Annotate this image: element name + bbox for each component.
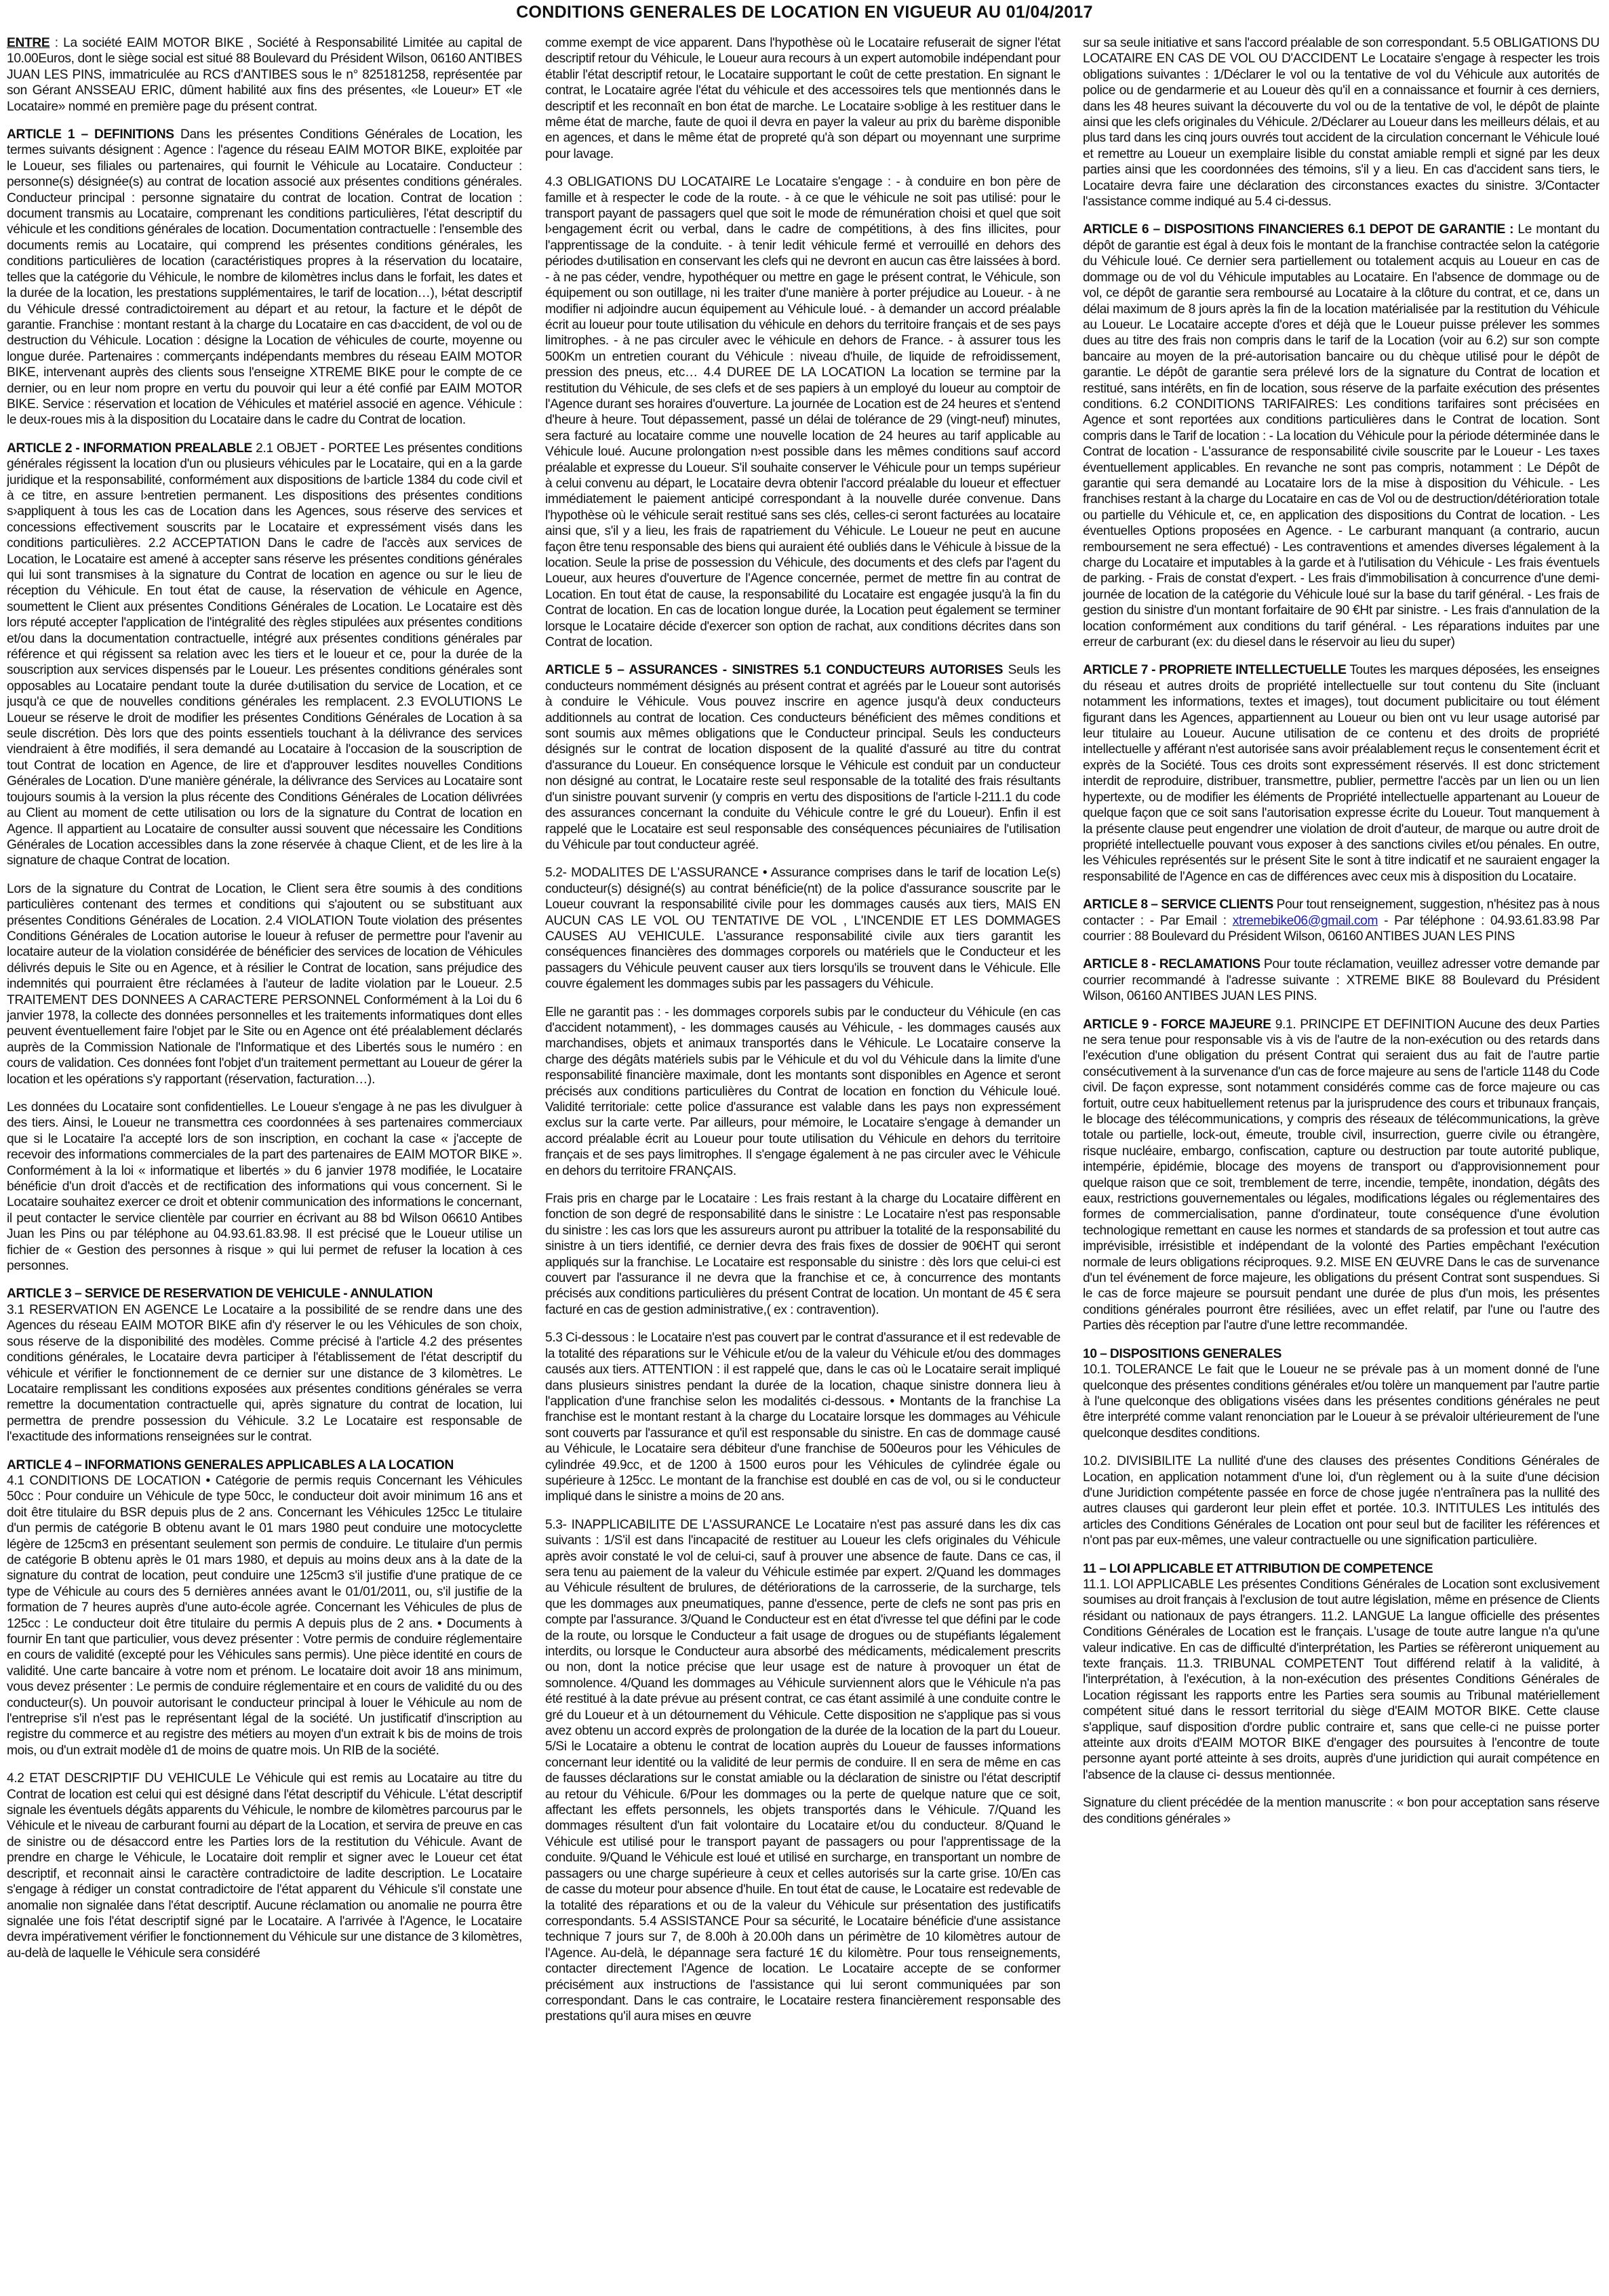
article-10-heading: 10 – DISPOSITIONS GENERALES [1083, 1346, 1282, 1361]
article-9-text: 9.1. PRINCIPE ET DEFINITION Aucune des deux Parties ne sera tenue pour responsable vis à vis de l'autre de la non-exécution ou des retards dans l'exécution d'une obligation du présent Contrat qui seraient dus au fait de l'autre partie consécutivement à la survenance d'un cas de force majeure au sens de l'article 1148 du Code civil. De façon expresse, sont notamment considérés comme cas de force majeure ou cas fortuit, outre ceux habituellement retenus par la jurisprudence des cours et tribunaux français, le blocage des télécommunications, y compris des réseaux de télécommunications, la grève totale ou partielle, lock-out, émeute, trouble civil, insurrection, guerre civile ou étrangère, risque nucléaire, embargo, confiscation, capture ou destruction par toute autorité publique, intempérie, épidémie, blocage des moyens de transport ou d'approvisionnement pour quelque raison que ce soit, tremblement de terre, incendie, tempête, inondation, dégâts des eaux, restrictions gouvernementales ou légales, modifications légales ou réglementaires des formes de commercialisation, panne d'ordinateur, toute conséquence d'une évolution technologique remettant en cause les normes et standards de sa profession et tout autre cas imprévisible, irrésistible et indépendant de la volonté des Parties empêchant l'exécution normale de leurs obligations réciproques. 9.2. MISE EN ŒUVRE Dans le cas de survenance d'un tel événement de force majeure, les obligations du présent Contrat sont suspendues. Si le cas de force majeure se poursuit pendant une durée de plus d'un mois, les présentes conditions générales pourront être résiliées, avec un effet relatif, par l'une ou l'autre des Parties dès réception par l'autre d'une lettre recommandée. [1083, 1017, 1600, 1333]
article-7-text: Toutes les marques déposées, les enseignes du réseau et autres droits de propriété intellectuelle sur tout contenu du Site (incluant notamment les informations, textes et images), tout document publicitaire ou tout élément figurant dans les Agences, appartiennent au Loueur ou bien ont vu leur usage autorisé par leur titulaire au Loueur. Aucune utilisation de ce contenu et des droits de propriété intellectuelle y afférant n'est autorisée sans avoir préalablement reçus le consentement écrit et exprès de la Société. Tous ces droits sont expressément réservés. Il est donc strictement interdit de reproduire, distribuer, transmettre, publier, permettre l'accès par un lien ou un lien hypertexte, ou de modifier les éléments de Propriété intellectuelle appartenant au Loueur de quelque façon que ce soit sans l'autorisation expresse écrite du Loueur. Tout manquement à la présente clause peut engendrer une violation de droit d'auteur, de marque ou autre droit de propriété intellectuelle pouvant vous exposer à des sanctions civiles et/ou pénales. En outre, les Véhicules représentés sur le présent Site le sont à titre indicatif et ne sauraient engager la responsabilité de l'Agence en cas de différences avec ceux mis à disposition du Locataire. [1083, 663, 1600, 884]
paragraph-entre [7, 35, 522, 115]
article-8 [1083, 897, 1600, 944]
paragraph-frais: Frais pris en charge par le Locataire : Les frais restant à la charge du Locataire diffèrent en fonction de son degré de responsabilité dans le sinistre : Le Locataire n'est pas responsable du sinistre : les cas lors que les assureurs auront pu attribuer la totalité de la responsabilité du sinistre à un tiers identifié, ce dernier devra des frais fixes de dossier de 90€HT qui seront appliqués sur la franchise. Le Locataire est responsable du sinistre : dès lors que celui-ci est couvert par l'assurance il ne devra que la franchise et ce, à concurrence des montants précisés aux conditions particulières du présent Contrat de location. Un montant de 45 € sera facturé en cas de gestion administrative,( ex : contravention). [545, 1192, 1060, 1317]
paragraph-inapplicabilite: 5.3- INAPPLICABILITE DE L'ASSURANCE Le Locataire n'est pas assuré dans les dix cas suivants : 1/S'il est dans l'incapacité de restituer au Loueur les clefs originales du Véhicule après avoir constaté le vol de celui-ci, sauf à prouver une absence de faute. Dans ce cas, il sera tenu au paiement de la valeur du Véhicule estimée par expert. 2/Quand les dommages au Véhicule résultent de brulures, de détériorations de la carrosserie, de la surcharge, tels que les dommages aux pneumatiques, panne d'essence, perte de clefs ne sont pas pris en compte par l'assurance. 3/Quand le Conducteur est en état d'ivresse tel que défini par le code de la route, ou lorsque le Conducteur a fait usage de drogues ou de stupéfiants légalement interdits, ou lorsque le Conducteur aura absorbé des médicaments, médicalement prescrits ou non, dont la notice précise que leur usage est de nature à provoquer un état de somnolence. 4/Quand les dommages au Véhicule surviennent alors que le Véhicule n'a pas été restitué à la date prévue au présent contrat, ce cas étant assimilé à une conduite contre le gré du Loueur et à un détournement du Véhicule. Cette disposition ne s'applique pas si vous avez obtenu un accord exprès de prolongation de la durée de la location de la part du Loueur. 5/Si le Locataire a obtenu le contrat de location auprès du Loueur de fausses informations concernant leur identité ou la validité de leur permis de conduire. Il en sera de même en cas de fausses déclarations sur le constat amiable ou la déclaration de sinistre ou l'état descriptif au retour du Véhicule. 6/Pour les dommages ou la perte de quelque nature que ce soit, affectant les effets personnels, les objets transportés dans le Véhicule. 7/Quand les dommages résultent d'un fait volontaire du Locataire et/ou du conducteur. 8/Quand le Véhicule est utilisé pour le transport payant de passagers ou pour l'apprentissage de la conduite. 9/Quand le Véhicule est loué et utilisé en surcharge, en transportant un nombre de passagers ou une charge supérieure à ceux et celles autorisés sur la carte grise. 10/En cas de casse du moteur pour absence d'huile. En tout état de cause, le Locataire est redevable de la totalité des réparations et ou de la valeur du Véhicule sur présentation des justificatifs correspondants. 5.4 ASSISTANCE Pour sa sécurité, le Locataire bénéficie d'une assistance technique 7 jours sur 7, de 8.00h à 20.00h dans un périmètre de 10 kilomètres autour de l'Agence. Au-delà, le dépannage sera facturé 1€ du kilomètre. Pour tous renseignements, contacter directement l'Agence de location. Le Locataire accepte de se conformer précisément aux instructions de l'assistance qui lui seront communiquées par son correspondant. Dans le cas contraire, le Locataire restera financièrement responsable des prestations qu'il aura mises en œuvre [545, 1517, 1060, 2024]
article-2-heading: ARTICLE 2 - INFORMATION PREALABLE [7, 441, 252, 456]
paragraph-modalites-assurance [545, 865, 1060, 992]
paragraph-continuation: comme exempt de vice apparent. Dans l'hypothèse où le Locataire refuserait de signer l'état descriptif retour du Véhicule, le Loueur aura recours à un expert automobile indépendant pour établir l'état descriptif retour, le Locataire supportant le coût de cette prestation. En signant le contrat, le Locataire agrée l'état du véhicule et des accessoires tels que mentionnés dans le descriptif et les reconnaît en bon état de marche. Le Locataire s›oblige à les restituer dans le même état de marche, faute de quoi il devra en payer la valeur au prix du barème disponible en agences, et dans le même état de propreté qu'à son départ ou moyennant une surprime pour lavage. [545, 36, 1060, 161]
paragraph-etat-descriptif: 4.2 ETAT DESCRIPTIF DU VEHICULE Le Véhicule qui est remis au Locataire au titre du Contrat de location est celui qui est désigné dans l'état descriptif du Véhicule. L'état descriptif signale les éventuels dégâts apparents du Véhicule, le nombre de kilomètres parcourus par le Véhicule et le niveau de carburant fourni au départ de la Location, et servira de preuve en cas de sinistre ou de désaccord entre les Parties lors de la restitution du Véhicule. Avant de prendre en charge le Véhicule, le Locataire doit remplir et signer avec le Loueur cet état descriptif, et reconnait ainsi le caractère contradictoire de ladite description. Le Locataire s'engage à rédiger un constat contradictoire de l'état apparent du Véhicule s'il constate une anomalie non signalée dans l'état descriptif. Aucune réclamation ou anomalie ne pourra être signalée une fois l'état descriptif signé par le Locataire. A l'arrivée à l'Agence, le Locataire devra impérativement vérifier le fonctionnement du Véhicule sur une distance de 3 kilomètres, au-delà de laquelle le Véhicule sera considéré [7, 1771, 522, 1960]
article-8b-heading: ARTICLE 8 - RECLAMATIONS [1083, 957, 1260, 972]
modalites-text-a: 5.2- MODALITES DE L'ASSURANCE • Assurance comprises dans le tarif de location Le(s) conducteur(s) désigné(s) au contrat bénéficie(nt) de la police d'assurance souscrite par le Loueur couvrant la responsabilité civile pour les dommages causés aux tiers, [545, 866, 1060, 912]
paragraph-donnees: Les données du Locataire sont confidentielles. Le Loueur s'engage à ne pas les divulguer à des tiers. Ainsi, le Loueur ne transmettra ces coordonnées à ses partenaires commerciaux que si le Locataire l'a accepté lors de son inscription, en cochant la case « j'accepte de recevoir des informations commerciales de la part des partenaires de EAIM MOTOR BIKE ». Conformément à la loi « informatique et libertés » du 6 janvier 1978 modifiée, le Locataire bénéficie d'un droit d'accès et de rectification des informations qui vous concernent. Si le Locataire souhaitez exercer ce droit et obtenir communication des informations le concernant, il peut contacter le service clientèle par courrier en écrivant au 88 bd Wilson 06610 Antibes Juan les Pins ou par téléphone au 04.93.61.83.98. Il est précisé que le Loueur utilise un fichier de « Gestion des personnes à risque » qui lui permet de refuser la location à ces personnes. [7, 1100, 522, 1274]
document-title: CONDITIONS GENERALES DE LOCATION EN VIGUEUR AU 01/04/2017 [516, 3, 1093, 22]
article-7 [1083, 662, 1600, 885]
article-8-text-pre: Pour tout renseignement, suggestion, n'hésitez pas à nous contacter : - Par Email : [1083, 898, 1600, 928]
column-2 [545, 35, 1060, 2293]
modalites-text-b: . L'assurance responsabilité civile aux tiers garantit les conséquences financières des dommages corporels ou matériels que le Conducteur et les passagers du Véhicule peuvent causer aux tiers lorsqu'ils se trouvent dans le Véhicule. Elle couvre également les dommages subis par les passagers du Véhicule. [545, 929, 1060, 992]
article-10-1: 10.1. TOLERANCE Le fait que le Loueur ne se prévale pas à un moment donné de l'une quelconque des présentes conditions générales et/ou tolère un manquement par l'autre partie à l'une quelconque des obligations visées dans les présentes conditions générales ne peut être interprété comme valant renonciation par le Loueur à se prévaloir ultérieurement de l'une quelconque desdites conditions. [1083, 1363, 1600, 1441]
email-link[interactable]: xtremebike06@gmail.com [1232, 913, 1378, 928]
entre-heading: ENTRE [7, 36, 50, 50]
article-9 [1083, 1017, 1600, 1334]
column-1 [7, 35, 522, 2293]
signature-note: Signature du client précédée de la mention manuscrite : « bon pour acceptation sans réserve des conditions générales » [1083, 1796, 1600, 1826]
article-8-heading: ARTICLE 8 – SERVICE CLIENTS [1083, 898, 1274, 912]
article-1-heading: ARTICLE 1 – DEFINITIONS [7, 127, 174, 142]
article-8-text-post: - Par téléphone : 04.93.61.83.98 Par courrier : 88 Boulevard du Président Wilson, 06160 ANTIBES JUAN LES PINS [1083, 913, 1600, 944]
article-1-text: Dans les présentes Conditions Générales de Location, les termes suivants désignent : Agence : l'agence du réseau EAIM MOTOR BIKE, exploitée par le Loueur, ses filiales ou partenaires, qui fournit le Véhicule au Locataire. Conducteur : personne(s) désignée(s) au contrat de location associé aux présentes conditions générales. Conducteur principal : personne signataire du contrat de location. Contrat de location : document transmis au Locataire, comprenant les conditions particulières, l'état descriptif du véhicule et les conditions générales de location. Documentation contractuelle : l'ensemble des documents remis au Locataire, qui comprend les présentes conditions générales, les conditions particulières de location (caractéristiques propres à la réservation du locataire, telles que la catégorie du Véhicule, le nombre de kilomètres inclus dans le forfait, les dates et la durée de la location, les prestations supplémentaires, le tarif de location…), l›état descriptif du Véhicule dressé contradictoirement au départ et au retour, la facture et le dépôt de garantie. Franchise : montant restant à la charge du Locataire en cas d›accident, de vol ou de destruction du Véhicule. Location : désigne la Location de véhicules de courte, moyenne ou longue durée. Partenaires : commerçants indépendants membres du réseau EAIM MOTOR BIKE, intervenant auprès des clients sous l'enseigne XTREME BIKE pour le compte de ce dernier, ou en leur nom propre en vertu du pouvoir qui leur a été confié par EAIM MOTOR BIKE. Service : réservation et location de Véhicules et matériel associé en agence. Véhicule : le deux-roues mis à la disposition du Locataire dans le cadre du Contrat de location. [7, 127, 522, 428]
paragraph-continuation: sur sa seule initiative et sans l'accord préalable de son correspondant. 5.5 OBLIGATIONS DU LOCATAIRE EN CAS DE VOL OU D'ACCIDENT Le Locataire s'engage à respecter les trois obligations suivantes : 1/Déclarer le vol ou la tentative de vol du Véhicule aux autorités de police ou de gendarmerie et au Loueur dès qu'il en a connaissance et fournir à ces derniers, dans les 48 heures suivant la découverte du vol ou de la tentative de vol, le dépôt de plainte ainsi que les clefs originales du Véhicule. 2/Déclarer au Loueur dans les meilleurs délais, et au plus tard dans les cinq jours ouvrés tout accident de la circulation concernant le Véhicule loué et remettre au Loueur un exemplaire lisible du constat amiable rempli et signé par les deux parties ainsi que les coordonnées des témoins, s'il y a lieu. En cas d'accident sans tiers, le Locataire devra faire une déclaration des circonstances exactes du sinistre. 3/Contacter l'assistance comme indiqué au 5.4 ci-dessus. [1083, 36, 1600, 209]
article-6-heading: ARTICLE 6 – DISPOSITIONS FINANCIERES 6.1 DEPOT DE GARANTIE : [1083, 222, 1514, 237]
article-9-heading: ARTICLE 9 - FORCE MAJEURE [1083, 1017, 1271, 1032]
article-7-heading: ARTICLE 7 - PROPRIETE INTELLECTUELLE [1083, 663, 1347, 678]
column-3 [1083, 35, 1600, 2293]
article-6-text: Le montant du dépôt de garantie est égal à deux fois le montant de la franchise contractée selon la catégorie du Véhicule loué. Ce dernier sera partiellement ou totalement acquis au Loueur en cas de dommage ou de vol du Véhicule imputables au Locataire. En l'absence de dommage ou de vol, ce dépôt de garantie sera remboursé au Locataire à la clôture du contrat, et ce, dans un délai maximum de 8 jours après la fin de la location matérialisée par la restitution du Véhicule au Loueur. Le Locataire accepte d'ores et déjà que le Loueur puisse prélever les sommes dues au titre des frais non compris dans le tarif de la Location (voir au 6.2) sur son compte bancaire au moyen de la pré-autorisation bancaire ou du chèque utilisé pour le dépôt de garantie. Le dépôt de garantie sera prélevé lors de la signature du Contrat de location et restitué, sans intérêts, en fin de location, sous réserve de la parfaite exécution des présentes conditions. 6.2 CONDITIONS TARIFAIRES: Les conditions tarifaires sont précisées en Agence et sont reportées aux conditions particulières dans le Contrat de location. Sont compris dans le Tarif de location : - La location du Véhicule pour la période déterminée dans le Contrat de location - L'assurance de responsabilité civile souscrite par le Loueur - Les taxes éventuellement applicables. En revanche ne sont pas compris, notamment : Le Dépôt de garantie qui sera demandé au Locataire lors de la mise à disposition du Véhicule. - Les franchises restant à la charge du Locataire en cas de Vol ou de destruction/détérioration totale ou partielle du Véhicule et, ce, en application des dispositions du Contrat de location. - Les éventuelles Options proposées en Agence. - Le carburant manquant (a contrario, aucun remboursement ne sera effectué) - Les contraventions et amendes diverses légalement à la charge du Locataire et imputables à la garde et à l'utilisation du Véhicule - Les frais éventuels de parking. - Frais de constat d'expert. - Les frais d'immobilisation à concurrence d'une demi-journée de location de la catégorie du Véhicule loué sur la base du tarif général. - Les frais de gestion du sinistre d'un montant forfaitaire de 90 €Ht par sinistre. - Les frais d'annulation de la location conformément aux conditions du tarif général. - Les réparations induites par une erreur de carburant (ex: du diesel dans le réservoir au lieu du super) [1083, 222, 1600, 650]
article-6 [1083, 222, 1600, 650]
article-5-heading: ARTICLE 5 – ASSURANCES - SINISTRES 5.1 CONDUCTEURS AUTORISES [545, 663, 1004, 678]
article-3-heading: ARTICLE 3 – SERVICE DE RESERVATION DE VEHICULE - ANNULATION [7, 1287, 433, 1302]
article-1 [7, 127, 522, 428]
paragraph-signature-contrat: Lors de la signature du Contrat de Location, le Client sera être soumis à des conditions particulières contenant des termes et conditions qui s'ajoutent ou se substituant aux présentes Conditions Générales de Location. 2.4 VIOLATION Toute violation des présentes Conditions Générales de Location autorise le loueur à refuser de permettre pour l'avenir au locataire auteur de la violation considérée de bénéficier des services de location de Véhicules délivrés depuis le Site ou en Agence, et à résilier le Contrat de location, sans préjudice des indemnités qui pourraient être réclamées à l'auteur de ladite violation par le Loueur. 2.5 TRAITEMENT DES DONNEES A CARACTERE PERSONNEL Conformément à la Loi du 6 janvier 1978, la collecte des données personnelles et les traitements informatiques dont elles peuvent éventuellement faire l'objet par le Site ou en Agence ont été préalablement déclarés auprès de la Commission Nationale de l'Informatique et des Libertés sous le numéro : en cours de validation. Ces données font l'objet d'un traitement permettant au Loueur de gérer la location et les opérations s'y rapportant (réservation, facturation…). [7, 881, 522, 1087]
paragraph-obligations: 4.3 OBLIGATIONS DU LOCATAIRE Le Locataire s'engage : - à conduire en bon père de famille et à respecter le code de la route. - à ce que le véhicule ne soit pas utilisé: pour le transport payant de passagers quel que soit le mode de rémunération choisi et quel que soit l›engagement écrit ou verbal, dans le cadre de compétitions, à des fins illicites, pour l'apprentissage de la conduite. - à tenir ledit véhicule fermé et verrouillé en dehors des périodes d›utilisation en conservant les clefs qui ne devront en aucun cas être laissées à bord. - à ne pas céder, vendre, hypothéquer ou mettre en gage le présent contrat, le Véhicule, son équipement ou son outillage, ni les traiter d'une manière à porter préjudice au Loueur. - à ne modifier ni adjoindre aucun équipement au Véhicule loué. - à demander un accord préalable écrit au loueur pour toute utilisation du véhicule en dehors du territoire français et de ses pays limitrophes. - à ne pas circuler avec le véhicule en dehors de France. - à assurer tous les 500Km un entretien courant du Véhicule : niveau d'huile, de liquide de refroidissement, pression des pneus, etc… 4.4 DUREE DE LA LOCATION La location se termine par la restitution du Véhicule, de ses clefs et de ses papiers à un employé du loueur au comptoir de l'Agence durant ses horaires d'ouverture. La journée de Location est de 24 heures et s'entend d'heure à heure. Tout dépassement, passé un délai de tolérance de 29 (vingt-neuf) minutes, sera facturé au locataire comme une nouvelle location de 24 heures au tarif applicable au Véhicule loué. Aucune prolongation n›est possible dans les mêmes conditions sauf accord préalable et expresse du Loueur. S'il souhaite conserver le Véhicule pour un temps supérieur à celui convenu au départ, le Locataire devra obtenir l'accord préalable du loueur et effectuer immédiatement le paiement anticipé correspondant à la nouvelle durée convenue. Dans l'hypothèse où le véhicule serait restitué sans ses clés, celles-ci seront facturées au locataire ainsi que, s'il y a lieu, les frais de rapatriement du Véhicule. Le Loueur ne peut en aucune façon être tenu responsable des biens qui auraient été oubliés dans le Véhicule à l›issue de la location. Seule la prise de possession du Véhicule, des documents et des clefs par l'agent du Loueur, aux heures d'ouverture de l'Agence concernée, permet de mettre fin au contrat de Location. En tout état de cause, la responsabilité du Locataire est engagée jusqu'à la fin du Contrat de location. En cas de location longue durée, la Location peut également se terminer lorsque le Locataire décide d'exercer son option de rachat, aux conditions décrites dans son Contrat de location. [545, 175, 1060, 650]
article-10-2: 10.2. DIVISIBILITE La nullité d'une des clauses des présentes Conditions Générales de Location, en application notamment d'une loi, d'un règlement ou à la suite d'une décision d'une Juridiction compétente passée en force de chose jugée n'entraînera pas la nullité des autres clauses qui garderont leur plein effet et portée. 10.3. INTITULES Les intitulés des articles des Conditions Générales de Location ont pour seul but de faciliter les références et n'ont pas par eux-mêmes, une valeur contractuelle ou une signification particulière. [1083, 1454, 1600, 1548]
article-8-reclamations [1083, 956, 1600, 1004]
article-11-heading: 11 – LOI APPLICABLE ET ATTRIBUTION DE COMPETENCE [1083, 1561, 1433, 1576]
article-2 [7, 441, 522, 869]
entre-text: : La société EAIM MOTOR BIKE , Société à Responsabilité Limitée au capital de 10.00Euros, dont le siège social est situé 88 Boulevard du Président Wilson, 06160 ANTIBES JUAN LES PINS, immatriculée au RCS d'ANTIBES sous le n° 825181258, représentée par son Gérant ANSSEAU ERIC, dûment habilité aux fins des présentes, «le Loueur» ET «le Locataire» nommé en première page du présent contrat. [7, 36, 522, 114]
article-2-text: 2.1 OBJET - PORTEE Les présentes conditions générales régissent la location d'un ou plusieurs véhicules par le Locataire, qui en a la garde juridique et la responsabilité, conformément aux dispositions de l›article 1384 du code civil et à ce titre, en assure l›entretien permanent. Les dispositions des présentes conditions s›appliquent à tous les cas de Location dans les Agences, sous réserve des services et concessions effectivement souscrits par le Locataire et expressément visés dans les conditions particulières. 2.2 ACCEPTATION Dans le cadre de l'accès aux services de Location, le Locataire est amené à accepter sans réserve les présentes conditions générales qui lui sont transmises à la signature du Contrat de location en agence ou sur le lieu de réception du Véhicule. En tout état de cause, la réservation de véhicule en Agence, soumettent le Client aux présentes Conditions Générales de Location. Le Locataire est dès lors réputé accepter l'application de l'intégralité des règles stipulées aux présentes conditions et/ou dans la documentation contractuelle, intégré aux présentes conditions générales par référence et qui régissent sa relation avec les tiers et le loueur et ce, pour la durée de la souscription aux services dispensés par le Loueur. Les présentes conditions générales sont opposables au Locataire pendant toute la durée d›utilisation du service de Location, et ce jusqu'à ce que de nouvelles conditions générales les remplacent. 2.3 EVOLUTIONS Le Loueur se réserve le droit de modifier les présentes Conditions Générales de Location à sa seule discrétion. Dès lors que des points essentiels touchant à la délivrance des services viendraient à être modifiés, il sera demandé au Locataire à l'occasion de la souscription de tout Contrat de location en Agence, de lire et d'approuver lesdites nouvelles Conditions Générales de Location. D'une manière générale, la délivrance des Services au Locataire sont toujours soumis à la version la plus récente des Conditions Générales de Location délivrées au Client au moment de cette utilisation ou lors de la signature du Contrat de location en Agence. Il appartient au Locataire de consulter aussi souvent que nécessaire les Conditions Générales de Location accessibles dans la zone réservée à chaque Client, et de les lire à la signature de chaque Contrat de location. [7, 441, 522, 868]
article-5 [545, 662, 1060, 853]
article-4-heading: ARTICLE 4 – INFORMATIONS GENERALES APPLICABLES A LA LOCATION [7, 1457, 454, 1472]
modalites-caps: MAIS EN AUCUN CAS LE VOL OU TENTATIVE DE VOL , L'INCENDIE ET LES DOMMAGES CAUSES AU VEHICULE [545, 898, 1060, 944]
article-8b-text: Pour toute réclamation, veuillez adresser votre demande par courrier recommandé à l'adresse suivante : XTREME BIKE 88 Boulevard du Président Wilson, 06160 ANTIBES JUAN LES PINS. [1083, 957, 1600, 1004]
article-3-text: 3.1 RESERVATION EN AGENCE Le Locataire a la possibilité de se rendre dans une des Agences du réseau EAIM MOTOR BIKE afin d'y réserver le ou les Véhicules de son choix, sous réserve de la disponibilité des modèles. Comme précisé à l'article 4.2 des présentes conditions générales, le Locataire devra participer à l'établissement de l'état descriptif du véhicule et vérifier le fonctionnement de ce dernier sur une distance de 3 kilomètres. Le Locataire remplissant les conditions exposées aux présentes conditions générales se verra remettre la documentation contractuelle qui, après signature du contrat de location, lui permettra de prendre possession du Véhicule. 3.2 Le Locataire est responsable de l'exactitude des informations renseignées sur le contrat. [7, 1302, 522, 1445]
paragraph-ne-garantit-pas: Elle ne garantit pas : - les dommages corporels subis par le conducteur du Véhicule (en cas d'accident notamment), - les dommages causés au Véhicule, - les dommages causés aux marchandises, objets et animaux transportés dans le Véhicule. Le Locataire conserve la charge des dégâts matériels subis par le Véhicule et du vol du Véhicule dans la limite d'une responsabilité financière maximale, dont les montants sont disponibles en Agence et seront précisés aux conditions particulières du Contrat de location en fonction du Véhicule loué. Validité territoriale: cette police d'assurance est valable dans les pays non expressément exclus sur la carte verte. Par ailleurs, pour mémoire, le Locataire s'engage à demander un accord préalable écrit au Loueur pour toute utilisation du Véhicule en dehors du territoire français et de ses pays limitrophes. Il s'engage également à ne pas circuler avec le Véhicule en dehors du territoire FRANÇAIS. [545, 1005, 1060, 1178]
article-5-text: Seuls les conducteurs nommément désignés au présent contrat et agréés par le Loueur sont autorisés à conduire le Véhicule. Vous pouvez inscrire en agence jusqu'à deux conducteurs additionnels au contrat de location. Ces conducteurs bénéficient des mêmes conditions et sont soumis aux mêmes obligations que le Conducteur principal. Seuls les conducteurs désignés sur le contrat de location disposent de la qualité d'assuré au titre du contrat d'assurance du Loueur. En conséquence lorsque le Véhicule est conduit par un conducteur non désigné au contrat, le Locataire reste seul responsable de la totalité des frais résultants d'un sinistre pouvant survenir (y compris en vertu des dispositions de l'article l-211.1 du code des assurances concernant la conduite du Véhicule contre le gré du Loueur). Enfin il est rappelé que le Locataire est seul responsable des conséquences pécuniaires de l'utilisation du Véhicule par tout conducteur agréé. [545, 663, 1060, 852]
paragraph-5-3: 5.3 Ci-dessous : le Locataire n'est pas couvert par le contrat d'assurance et il est redevable de la totalité des réparations sur le Véhicule et/ou de la valeur du Véhicule et/ou des dommages causés aux tiers. ATTENTION : il est rappelé que, dans le cas où le Locataire serait impliqué dans plusieurs sinistres pendant la durée de la location, chaque sinistre donnera lieu à l'application d'une franchise selon les modalités ci-dessous. • Montants de la franchise La franchise est le montant restant à la charge du Locataire lorsque les dommages au Véhicule sont couverts par l'assurance et qu'il est responsable du sinistre. En cas de dommage causé au Véhicule, le Locataire sera débiteur d'une franchise de 500euros pour les Véhicules de cylindrée 49.9cc, et de 1200 à 1500 euros pour les Véhicules de cylindrée égale ou supérieure à 125cc. Le montant de la franchise est doublé en cas de vol, ou si le conducteur impliqué dans le sinistre a moins de 20 ans. [545, 1331, 1060, 1504]
article-4-text: 4.1 CONDITIONS DE LOCATION • Catégorie de permis requis Concernant les Véhicules 50cc : Pour conduire un Véhicule de type 50cc, le conducteur doit avoir minimum 16 ans et doit être titulaire du BSR depuis plus de 2 ans. Concernant les Véhicules 125cc Le titulaire d'un permis de catégorie B obtenu avant le 01 mars 1980 peut conduire une motocyclette légère de 125cm3 en présentant seulement son permis de conduire. Le titulaire d'un permis de catégorie B obtenu après le 01 mars 1980, et depuis au moins deux ans à la date de la signature du contrat de location, peut conduire une 125cm3 s'il justifie d'une pratique de ce type de Véhicule au cours des 5 dernières années avant le 01/01/2011, ou, s'il justifie de la formation de 7 heures auprès d'une auto-école agrée. Concernant les Véhicules de plus de 125cc : Le conducteur doit être titulaire du permis A depuis plus de 2 ans. • Documents à fournir En tant que particulier, vous devez présenter : Votre permis de conduire réglementaire en cours de validité (excepté pour les Véhicules sans permis). Une pièce identité en cours de validité. Une carte bancaire à votre nom et prénom. Le locataire doit avoir 18 ans minimum, vous devez présenter : Le permis de conduire réglementaire et en cours de validité du ou des conducteur(s). Un pouvoir autorisant le conducteur principal à louer le Véhicule au nom de l'entreprise s'il n'est pas le représentant légal de la société. Un justificatif d'inscription au registre du commerce et au registre des métiers au moyen d'un extrait k bis de moins de trois mois, ou d'un extrait modèle d1 de moins de quatre mois. Un RIB de la société. [7, 1473, 522, 1758]
article-11-text: 11.1. LOI APPLICABLE Les présentes Conditions Générales de Location sont exclusivement soumises au droit français à l'exclusion de tout autre législation, même en présence de Clients résidant ou nationaux de pays étrangers. 11.2. LANGUE La langue officielle des présentes Conditions Générales de Location est le français. L'usage de toute autre langue n'a qu'une valeur indicative. En cas de difficulté d'interprétation, les Parties se réfèreront uniquement au texte français. 11.3. TRIBUNAL COMPETENT Tout différend relatif à la validité, à l'interprétation, à l'exécution, à la non-exécution des présentes Conditions Générales de Location régissant les rapports entre les Parties sera soumis au Tribunal matériellement compétent situé dans le ressort territorial du siège d'EAIM MOTOR BIKE. Cette clause s'applique, sauf disposition d'ordre public contraire et, sans que celle-ci ne puisse porter atteinte aux droits d'EAIM MOTOR BIKE d'engager des poursuites à l'encontre de toute personne ayant porté atteinte à ses droits, auprès d'une juridiction qui aurait compétence en l'absence de la clause ci- dessus mentionnée. [1083, 1577, 1600, 1782]
